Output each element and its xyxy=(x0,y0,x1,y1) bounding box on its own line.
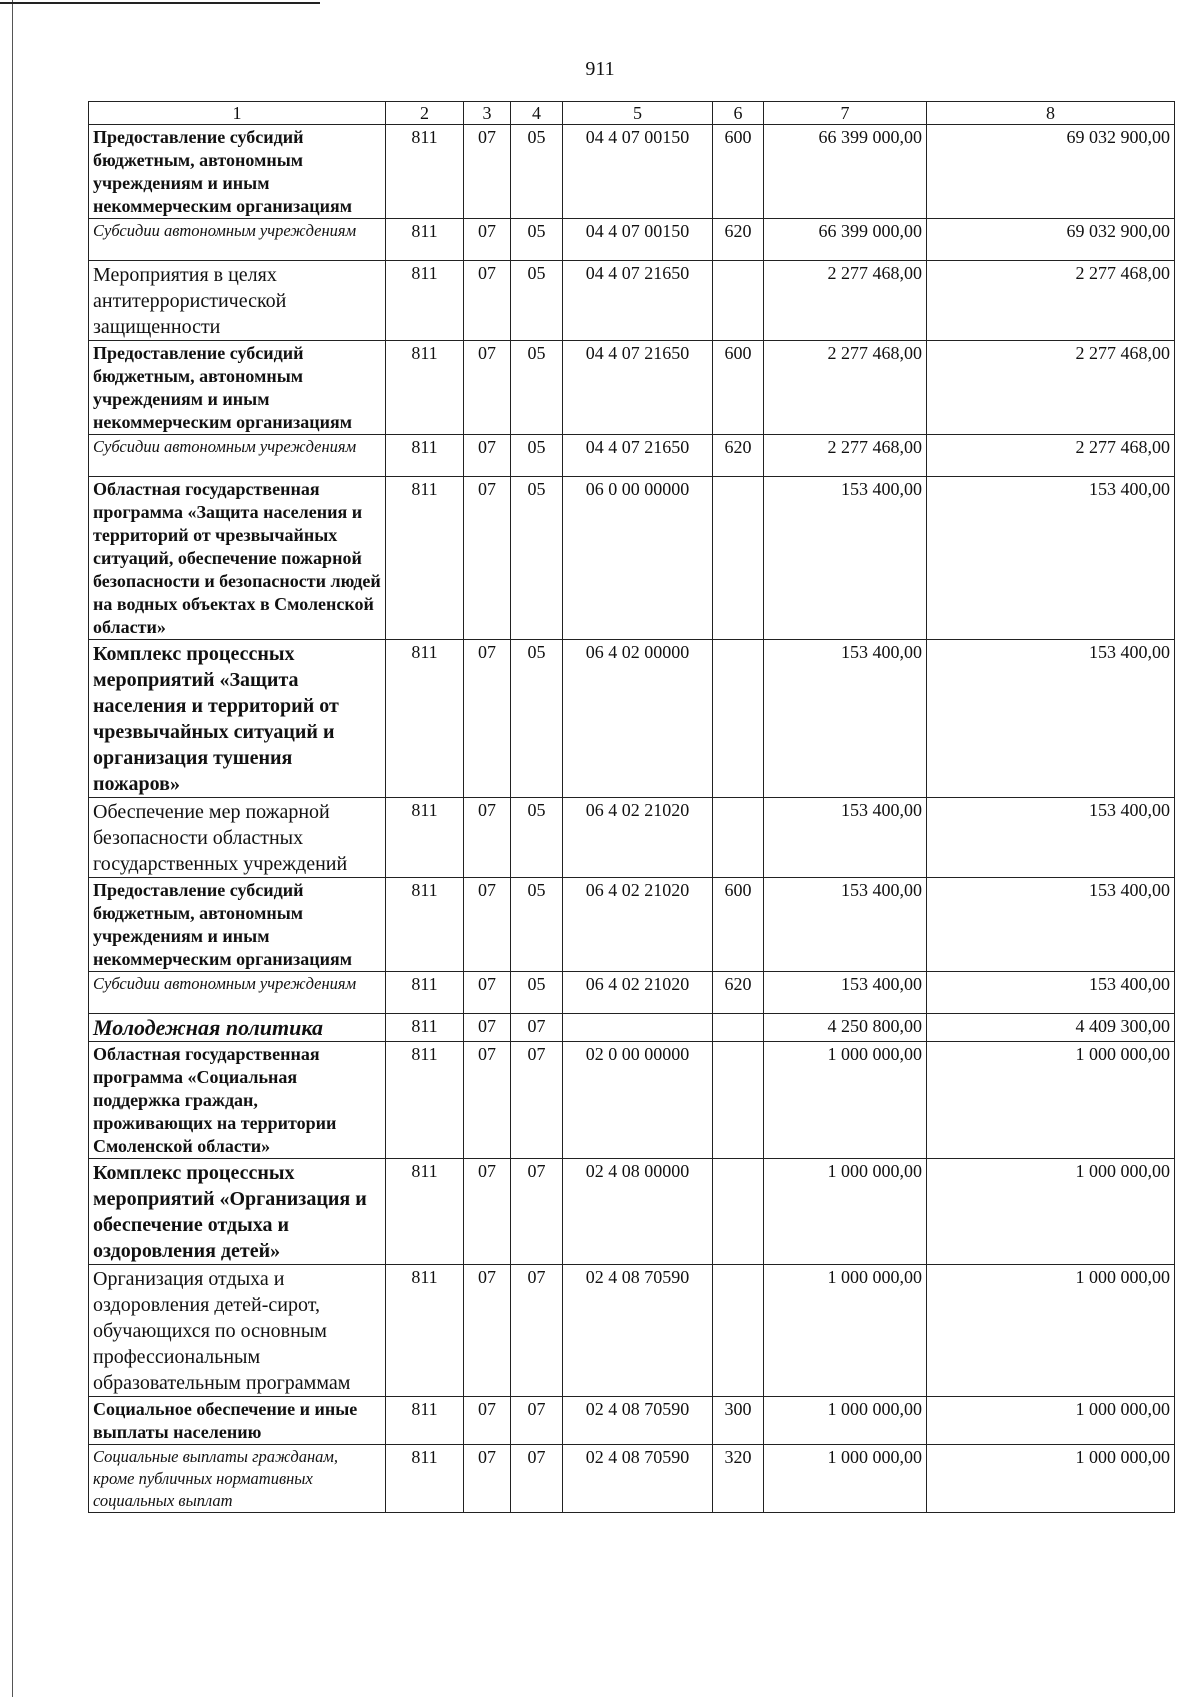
cell-section: 07 xyxy=(464,261,511,341)
cell-expense-type xyxy=(713,1159,764,1265)
cell-subsection: 05 xyxy=(511,640,563,798)
table-row xyxy=(89,435,1175,477)
cell-subsection: 05 xyxy=(511,972,563,1014)
cell-section: 07 xyxy=(464,1265,511,1397)
cell-amount-year-1: 1 000 000,00 xyxy=(764,1042,927,1159)
cell-amount-year-2: 2 277 468,00 xyxy=(927,435,1175,477)
row-name: Предоставление субсидий бюджетным, автономным учреждениям и иным некоммерческим организациям xyxy=(89,878,386,972)
cell-expense-type xyxy=(713,798,764,878)
column-header: 1 xyxy=(89,102,386,125)
cell-target-article: 06 0 00 00000 xyxy=(563,477,713,640)
cell-subsection: 05 xyxy=(511,341,563,435)
cell-ministry-code: 811 xyxy=(386,261,464,341)
cell-subsection: 05 xyxy=(511,219,563,261)
cell-section: 07 xyxy=(464,972,511,1014)
page-number: 911 xyxy=(585,58,615,80)
row-name: Обеспечение мер пожарной безопасности областных государственных учреждений xyxy=(89,798,386,878)
cell-amount-year-2: 153 400,00 xyxy=(927,477,1175,640)
cell-expense-type xyxy=(713,1265,764,1397)
table-row xyxy=(89,878,1175,972)
cell-target-article: 04 4 07 00150 xyxy=(563,125,713,219)
row-name: Организация отдыха и оздоровления детей-сирот, обучающихся по основным профессиональным образовательным программам xyxy=(89,1265,386,1397)
cell-ministry-code: 811 xyxy=(386,878,464,972)
cell-expense-type xyxy=(713,1014,764,1042)
budget-table xyxy=(88,101,1175,1513)
row-name: Предоставление субсидий бюджетным, автономным учреждениям и иным некоммерческим организациям xyxy=(89,341,386,435)
cell-ministry-code: 811 xyxy=(386,1159,464,1265)
table-row xyxy=(89,341,1175,435)
cell-ministry-code: 811 xyxy=(386,477,464,640)
cell-amount-year-1: 153 400,00 xyxy=(764,798,927,878)
cell-ministry-code: 811 xyxy=(386,435,464,477)
cell-amount-year-1: 153 400,00 xyxy=(764,972,927,1014)
table-row xyxy=(89,477,1175,640)
cell-amount-year-2: 2 277 468,00 xyxy=(927,341,1175,435)
cell-expense-type: 620 xyxy=(713,972,764,1014)
cell-amount-year-1: 2 277 468,00 xyxy=(764,435,927,477)
column-header: 6 xyxy=(713,102,764,125)
column-header: 5 xyxy=(563,102,713,125)
cell-target-article: 04 4 07 21650 xyxy=(563,261,713,341)
cell-amount-year-2: 1 000 000,00 xyxy=(927,1397,1175,1445)
cell-target-article: 04 4 07 21650 xyxy=(563,341,713,435)
cell-target-article: 06 4 02 21020 xyxy=(563,972,713,1014)
row-name: Социальное обеспечение и иные выплаты населению xyxy=(89,1397,386,1445)
cell-expense-type xyxy=(713,261,764,341)
cell-expense-type: 620 xyxy=(713,219,764,261)
cell-section: 07 xyxy=(464,125,511,219)
cell-expense-type xyxy=(713,477,764,640)
column-header: 4 xyxy=(511,102,563,125)
cell-section: 07 xyxy=(464,1397,511,1445)
row-name: Субсидии автономным учреждениям xyxy=(89,219,386,261)
cell-subsection: 05 xyxy=(511,125,563,219)
row-name: Предоставление субсидий бюджетным, автономным учреждениям и иным некоммерческим организациям xyxy=(89,125,386,219)
cell-subsection: 07 xyxy=(511,1265,563,1397)
cell-target-article: 02 4 08 70590 xyxy=(563,1397,713,1445)
cell-amount-year-2: 1 000 000,00 xyxy=(927,1445,1175,1513)
cell-amount-year-1: 153 400,00 xyxy=(764,640,927,798)
cell-section: 07 xyxy=(464,341,511,435)
cell-section: 07 xyxy=(464,1445,511,1513)
cell-ministry-code: 811 xyxy=(386,341,464,435)
cell-amount-year-2: 69 032 900,00 xyxy=(927,219,1175,261)
cell-expense-type: 620 xyxy=(713,435,764,477)
cell-ministry-code: 811 xyxy=(386,798,464,878)
cell-expense-type: 320 xyxy=(713,1445,764,1513)
cell-target-article: 04 4 07 21650 xyxy=(563,435,713,477)
cell-expense-type xyxy=(713,640,764,798)
cell-expense-type: 600 xyxy=(713,341,764,435)
cell-target-article: 02 4 08 70590 xyxy=(563,1265,713,1397)
cell-section: 07 xyxy=(464,798,511,878)
cell-section: 07 xyxy=(464,878,511,972)
cell-amount-year-1: 153 400,00 xyxy=(764,477,927,640)
cell-amount-year-1: 1 000 000,00 xyxy=(764,1159,927,1265)
cell-amount-year-1: 66 399 000,00 xyxy=(764,125,927,219)
cell-target-article: 02 0 00 00000 xyxy=(563,1042,713,1159)
table-body xyxy=(89,102,1175,1513)
cell-ministry-code: 811 xyxy=(386,1397,464,1445)
row-name: Субсидии автономным учреждениям xyxy=(89,435,386,477)
cell-ministry-code: 811 xyxy=(386,219,464,261)
column-header: 3 xyxy=(464,102,511,125)
table-row xyxy=(89,1397,1175,1445)
table-row xyxy=(89,1265,1175,1397)
cell-subsection: 05 xyxy=(511,798,563,878)
cell-target-article: 06 4 02 21020 xyxy=(563,798,713,878)
row-name: Социальные выплаты гражданам, кроме публичных нормативных социальных выплат xyxy=(89,1445,386,1513)
cell-amount-year-1: 4 250 800,00 xyxy=(764,1014,927,1042)
table-row xyxy=(89,640,1175,798)
table-row xyxy=(89,1159,1175,1265)
cell-subsection: 07 xyxy=(511,1397,563,1445)
cell-target-article xyxy=(563,1014,713,1042)
table-row xyxy=(89,125,1175,219)
cell-subsection: 05 xyxy=(511,261,563,341)
row-name: Комплекс процессных мероприятий «Организация и обеспечение отдыха и оздоровления детей» xyxy=(89,1159,386,1265)
cell-amount-year-2: 153 400,00 xyxy=(927,972,1175,1014)
cell-amount-year-1: 1 000 000,00 xyxy=(764,1397,927,1445)
cell-subsection: 07 xyxy=(511,1159,563,1265)
cell-subsection: 05 xyxy=(511,477,563,640)
cell-section: 07 xyxy=(464,1159,511,1265)
cell-amount-year-2: 1 000 000,00 xyxy=(927,1042,1175,1159)
cell-target-article: 02 4 08 70590 xyxy=(563,1445,713,1513)
cell-amount-year-2: 1 000 000,00 xyxy=(927,1159,1175,1265)
cell-amount-year-1: 2 277 468,00 xyxy=(764,261,927,341)
cell-subsection: 07 xyxy=(511,1042,563,1159)
cell-ministry-code: 811 xyxy=(386,1445,464,1513)
cell-ministry-code: 811 xyxy=(386,1014,464,1042)
cell-ministry-code: 811 xyxy=(386,972,464,1014)
cell-target-article: 06 4 02 21020 xyxy=(563,878,713,972)
cell-section: 07 xyxy=(464,640,511,798)
cell-ministry-code: 811 xyxy=(386,640,464,798)
cell-target-article: 06 4 02 00000 xyxy=(563,640,713,798)
cell-ministry-code: 811 xyxy=(386,125,464,219)
row-name: Молодежная политика xyxy=(89,1014,386,1042)
row-name: Областная государственная программа «Защита населения и территорий от чрезвычайных ситуаций, обеспечение пожарной безопасности и безопасности людей на водных объектах в Смоленской области» xyxy=(89,477,386,640)
column-header: 2 xyxy=(386,102,464,125)
cell-expense-type: 600 xyxy=(713,125,764,219)
cell-amount-year-1: 2 277 468,00 xyxy=(764,341,927,435)
cell-amount-year-2: 153 400,00 xyxy=(927,640,1175,798)
row-name: Субсидии автономным учреждениям xyxy=(89,972,386,1014)
column-number-row xyxy=(89,102,1175,125)
cell-amount-year-2: 1 000 000,00 xyxy=(927,1265,1175,1397)
cell-subsection: 07 xyxy=(511,1445,563,1513)
cell-amount-year-2: 153 400,00 xyxy=(927,878,1175,972)
table-row xyxy=(89,1445,1175,1513)
cell-amount-year-2: 4 409 300,00 xyxy=(927,1014,1175,1042)
table-row xyxy=(89,972,1175,1014)
cell-target-article: 02 4 08 00000 xyxy=(563,1159,713,1265)
cell-expense-type: 600 xyxy=(713,878,764,972)
cell-amount-year-1: 66 399 000,00 xyxy=(764,219,927,261)
table-row xyxy=(89,798,1175,878)
cell-ministry-code: 811 xyxy=(386,1265,464,1397)
table-row xyxy=(89,1042,1175,1159)
table-row xyxy=(89,219,1175,261)
table-row xyxy=(89,261,1175,341)
row-name: Областная государственная программа «Социальная поддержка граждан, проживающих на территории Смоленской области» xyxy=(89,1042,386,1159)
scan-edge-top xyxy=(0,2,320,4)
cell-amount-year-1: 1 000 000,00 xyxy=(764,1445,927,1513)
cell-section: 07 xyxy=(464,219,511,261)
cell-section: 07 xyxy=(464,477,511,640)
table-row xyxy=(89,1014,1175,1042)
cell-amount-year-2: 2 277 468,00 xyxy=(927,261,1175,341)
cell-subsection: 07 xyxy=(511,1014,563,1042)
cell-section: 07 xyxy=(464,1014,511,1042)
cell-ministry-code: 811 xyxy=(386,1042,464,1159)
cell-amount-year-1: 153 400,00 xyxy=(764,878,927,972)
cell-expense-type: 300 xyxy=(713,1397,764,1445)
cell-section: 07 xyxy=(464,1042,511,1159)
column-header: 7 xyxy=(764,102,927,125)
row-name: Мероприятия в целях антитеррористической защищенности xyxy=(89,261,386,341)
cell-section: 07 xyxy=(464,435,511,477)
cell-expense-type xyxy=(713,1042,764,1159)
cell-subsection: 05 xyxy=(511,878,563,972)
scan-edge-left xyxy=(12,0,13,1697)
cell-subsection: 05 xyxy=(511,435,563,477)
column-header: 8 xyxy=(927,102,1175,125)
row-name: Комплекс процессных мероприятий «Защита населения и территорий от чрезвычайных ситуаций и организация тушения пожаров» xyxy=(89,640,386,798)
cell-amount-year-1: 1 000 000,00 xyxy=(764,1265,927,1397)
cell-amount-year-2: 69 032 900,00 xyxy=(927,125,1175,219)
cell-amount-year-2: 153 400,00 xyxy=(927,798,1175,878)
cell-target-article: 04 4 07 00150 xyxy=(563,219,713,261)
